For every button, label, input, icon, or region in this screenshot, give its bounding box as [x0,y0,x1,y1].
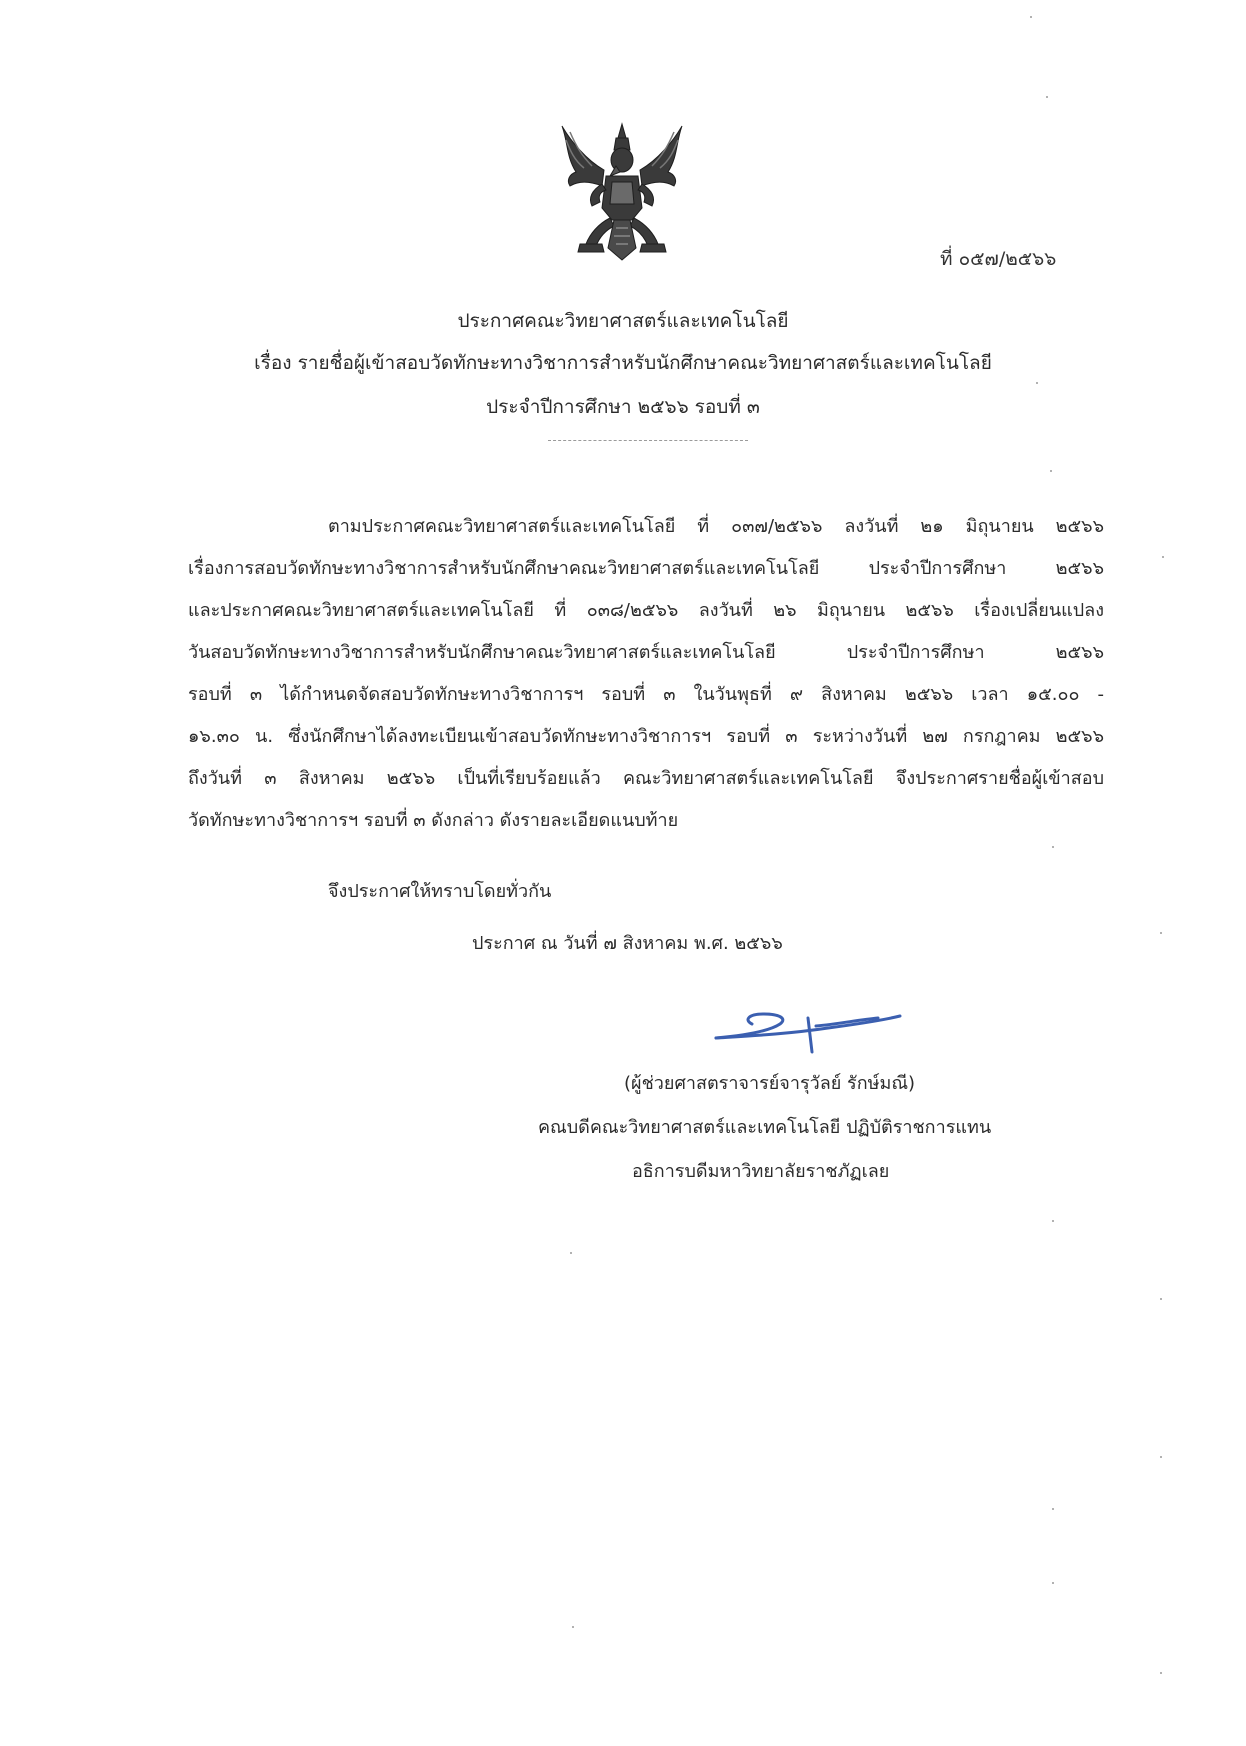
scan-speck [1030,16,1032,18]
announcement-title: ประกาศคณะวิทยาศาสตร์และเทคโนโลยี [457,310,789,332]
body-line: ตามประกาศคณะวิทยาศาสตร์และเทคโนโลยี ที่ ๐๓๗/๒๕๖๖ ลงวันที่ ๒๑ มิถุนายน ๒๕๖๖ [328,516,1104,537]
scan-speck [1052,1508,1054,1510]
announcement-date: ประกาศ ณ วันที่ ๗ สิงหาคม พ.ศ. ๒๕๖๖ [472,933,783,954]
body-line: และประกาศคณะวิทยาศาสตร์และเทคโนโลยี ที่ ๐๓๘/๒๕๖๖ ลงวันที่ ๒๖ มิถุนายน ๒๕๖๖ เรื่องเปลี่ยนแปลง [188,600,1104,621]
garuda-emblem-icon [556,120,688,264]
scan-speck [1036,382,1038,384]
scan-speck [1160,1298,1162,1300]
closing-statement: จึงประกาศให้ทราบโดยทั่วกัน [328,881,552,902]
scan-speck [1160,932,1162,934]
scan-speck [572,1626,574,1628]
body-line: วัดทักษะทางวิชาการฯ รอบที่ ๓ ดังกล่าว ดังรายละเอียดแนบท้าย [188,810,679,831]
body-paragraph [188,506,1104,842]
body-line: เรื่องการสอบวัดทักษะทางวิชาการสำหรับนักศึกษาคณะวิทยาศาสตร์และเทคโนโลยี ประจำปีการศึกษา ๒๕๖๖ [188,558,1104,579]
separator-line [548,440,748,441]
scan-speck [1052,1582,1054,1584]
body-line: ถึงวันที่ ๓ สิงหาคม ๒๕๖๖ เป็นที่เรียบร้อยแล้ว คณะวิทยาศาสตร์และเทคโนโลยี จึงประกาศรายชื่อผู้เข้าสอบ [188,768,1104,789]
body-line: ๑๖.๓๐ น. ซึ่งนักศึกษาได้ลงทะเบียนเข้าสอบวัดทักษะทางวิชาการฯ รอบที่ ๓ ระหว่างวันที่ ๒๗ กรกฎาคม ๒๕๖๖ [188,726,1104,747]
body-line: รอบที่ ๓ ได้กำหนดจัดสอบวัดทักษะทางวิชาการฯ รอบที่ ๓ ในวันพุธที่ ๙ สิงหาคม ๒๕๖๖ เวลา ๑๕.๐๐ - [188,684,1104,705]
scan-speck [1050,470,1052,472]
scan-speck [1162,556,1164,558]
handwritten-signature-icon [708,1004,904,1054]
announcement-subject-line2: ประจำปีการศึกษา ๒๕๖๖ รอบที่ ๓ [486,396,760,418]
signer-position-line2: อธิการบดีมหาวิทยาลัยราชภัฏเลย [632,1161,890,1182]
document-number: ที่ ๐๕๗/๒๕๖๖ [940,248,1057,270]
scan-speck [1160,1456,1162,1458]
scan-speck [1052,846,1054,848]
body-line: วันสอบวัดทักษะทางวิชาการสำหรับนักศึกษาคณะวิทยาศาสตร์และเทคโนโลยี ประจำปีการศึกษา ๒๕๖๖ [188,642,1104,663]
signer-name: (ผู้ช่วยศาสตราจารย์จารุวัลย์ รักษ์มณี) [624,1073,916,1094]
scan-speck [1052,1220,1054,1222]
scan-speck [1160,1672,1162,1674]
scan-speck [1046,96,1048,98]
announcement-subject: เรื่อง รายชื่อผู้เข้าสอบวัดทักษะทางวิชาการสำหรับนักศึกษาคณะวิทยาศาสตร์และเทคโนโลยี [254,352,992,374]
signer-position: คณบดีคณะวิทยาศาสตร์และเทคโนโลยี ปฏิบัติราชการแทน [538,1117,992,1138]
scan-speck [570,1252,572,1254]
